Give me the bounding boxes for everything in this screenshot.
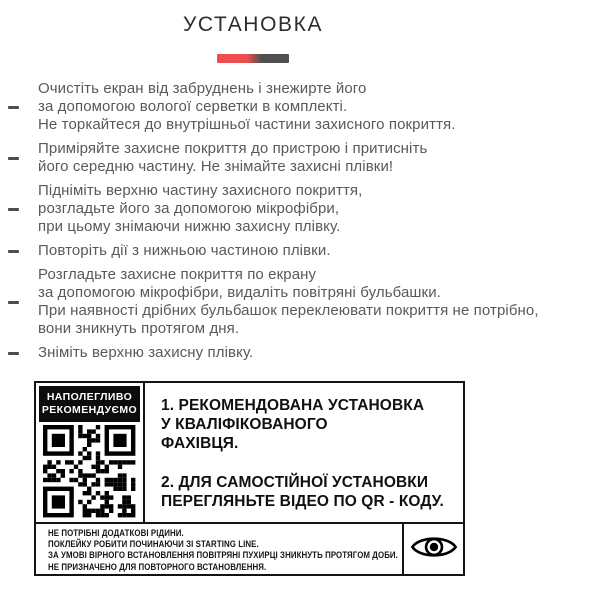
dash-bullet-icon: [8, 301, 19, 304]
text-line: ПОКЛЕЙКУ РОБИТИ ПОЧИНАЮЧИ ЗІ STARTING LINE.: [48, 539, 259, 551]
instruction-text: [38, 266, 539, 338]
text-line: Розгладьте захисне покриття по екрану: [38, 266, 317, 283]
text-line: при цьому знімаючи нижню захисну плівку.: [38, 218, 341, 235]
text-line: 2. ДЛЯ САМОСТІЙНОЇ УСТАНОВКИ: [161, 474, 429, 491]
text-line: НЕ ПОТРІБНІ ДОДАТКОВІ РІДИНИ.: [48, 528, 184, 539]
text-line: 1. РЕКОМЕНДОВАНА УСТАНОВКА: [161, 397, 425, 414]
recommendation-box-top: [36, 383, 463, 524]
text-line: НЕ ПРИЗНАЧЕНО ДЛЯ ПОВТОРНОГО ВСТАНОВЛЕННЯ.: [48, 561, 267, 573]
text-line: Очистіть екран від забруднень і знежирте його: [38, 80, 367, 97]
instruction-item: [8, 266, 600, 338]
badge-line: НАПОЛЕГЛИВО: [46, 391, 133, 403]
recommendation-points: [145, 383, 463, 522]
dash-bullet-icon: [8, 250, 19, 253]
instruction-text: [38, 242, 331, 260]
text-line: При наявності дрібних бульбашок переклеювати покриття не потрібно,: [38, 302, 539, 319]
dash-bullet-icon: [8, 106, 19, 109]
eye-cell: [402, 524, 463, 574]
text-line: ПЕРЕГЛЯНЬТЕ ВІДЕО ПО QR - КОДУ.: [161, 493, 444, 510]
qr-cell: [36, 383, 145, 522]
text-line: Зніміть верхню захисну плівку.: [38, 344, 254, 361]
text-line: за допомогою мікрофібри, видаліть повітряні бульбашки.: [38, 284, 441, 301]
recommendation-box: [34, 381, 465, 576]
qr-code-icon: [39, 422, 140, 519]
recommendation-point: [161, 396, 455, 453]
text-line: ЗА УМОВІ ВІРНОГО ВСТАНОВЛЕННЯ ПОВІТРЯНІ ПУХИРЦІ ЗНИКНУТЬ ПРОТЯГОМ ДОБИ.: [48, 550, 398, 562]
text-line: за допомогою вологої серветки в комплекті.: [38, 98, 348, 115]
dash-bullet-icon: [8, 157, 19, 160]
fine-print-cell: [36, 524, 402, 574]
instruction-list: [8, 80, 600, 362]
instruction-text: [38, 182, 362, 236]
text-line: ФАХІВЦЯ.: [161, 435, 239, 452]
instruction-text: [38, 80, 456, 134]
text-line: його середню частину. Не знімайте захисні плівки!: [38, 158, 394, 175]
text-line: У КВАЛІФІКОВАНОГО: [161, 416, 328, 433]
badge-line: РЕКОМЕНДУЄМО: [41, 404, 138, 416]
instruction-item: [8, 344, 600, 362]
recommendation-box-bottom: [36, 524, 463, 574]
dash-bullet-icon: [8, 208, 19, 211]
accent-divider: [217, 54, 289, 63]
eye-icon: [411, 532, 457, 567]
text-line: розгладьте його за допомогою мікрофібри,: [38, 200, 340, 217]
text-line: вони зникнуть протягом дня.: [38, 320, 240, 337]
page-title: УСТАНОВКА: [182, 13, 324, 36]
text-line: Не торкайтеся до внутрішньої частини захисного покриття.: [38, 116, 456, 133]
instruction-item: [8, 140, 600, 176]
text-line: Приміряйте захисне покриття до пристрою і притисніть: [38, 140, 428, 157]
fine-print: [48, 528, 401, 573]
instruction-text: [38, 140, 427, 176]
strongly-recommended-badge: [39, 386, 140, 422]
header: [0, 0, 506, 63]
recommendation-point: [161, 473, 455, 511]
instruction-item: [8, 242, 600, 260]
instruction-item: [8, 80, 600, 134]
text-line: Підніміть верхню частину захисного покриття,: [38, 182, 363, 199]
instruction-text: [38, 344, 253, 362]
instruction-item: [8, 182, 600, 236]
text-line: Повторіть дії з нижньою частиною плівки.: [38, 242, 331, 259]
dash-bullet-icon: [8, 352, 19, 355]
